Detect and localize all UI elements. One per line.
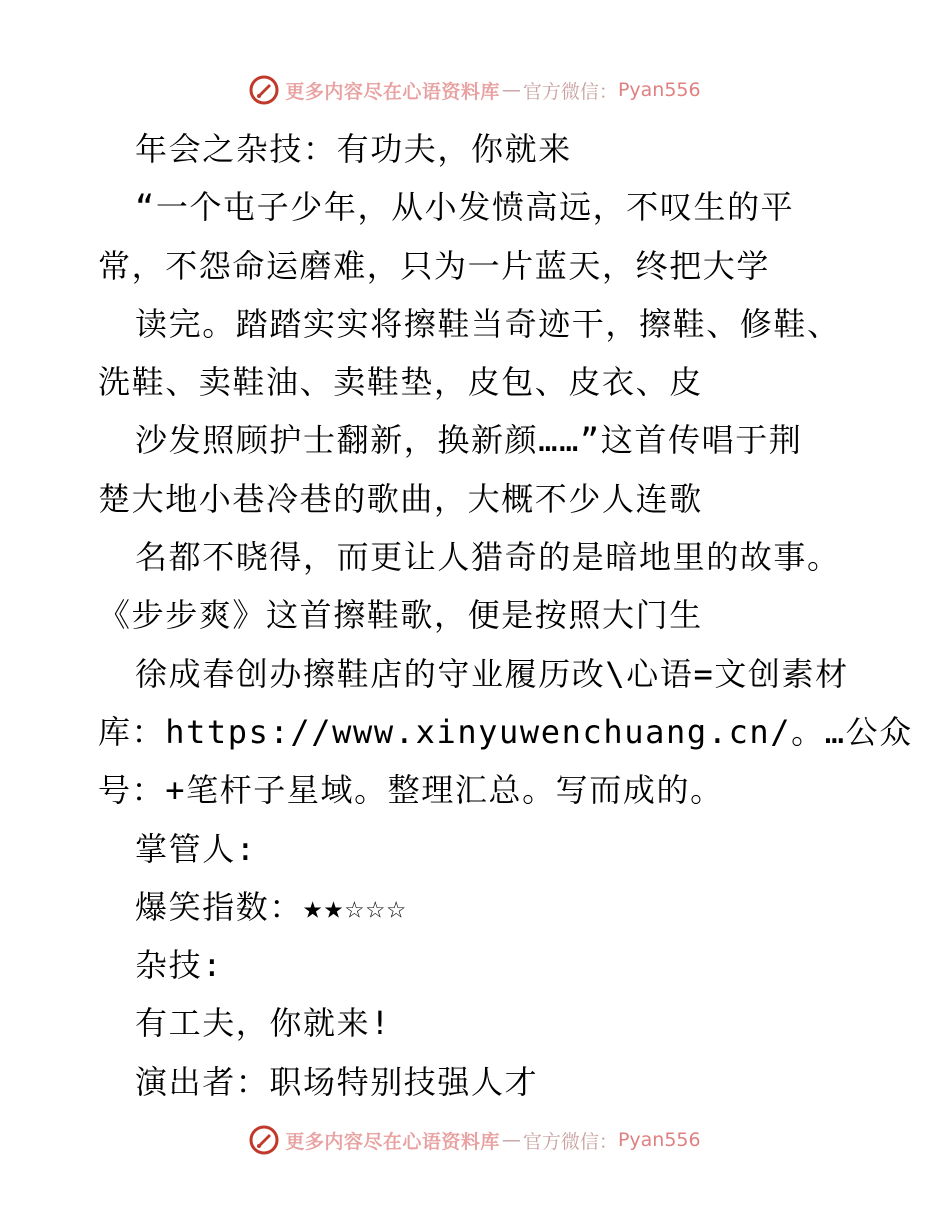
text-line: 年会之杂技：有功夫，你就来 xyxy=(135,130,572,168)
text-line: 名都不晓得，而更让人猎奇的是暗地里的故事。 xyxy=(135,538,841,577)
watermark-official: 官方微信： xyxy=(522,80,618,103)
text-line: 演出者：职场特别技强人才 xyxy=(135,1062,539,1101)
header-watermark xyxy=(0,70,950,110)
text-line: 《步步爽》这首擦鞋歌，便是按照大门生 xyxy=(98,596,703,635)
text-line: 常，不怨命运磨难，只为一片蓝天，终把大学 xyxy=(98,246,771,285)
watermark-separator: — xyxy=(501,79,521,101)
watermark-brand: 更多内容尽在心语资料库 xyxy=(285,1130,500,1153)
text-line: 徐成春创办擦鞋店的守业履历改\心语=文创素材 xyxy=(135,654,849,693)
watermark-official: 官方微信： xyxy=(522,1130,618,1153)
watermark-id: Pyan556 xyxy=(617,1129,701,1151)
text-line: 库：https://www.xinyuwenchuang.cn/。…公众 xyxy=(98,712,913,751)
text-line: 掌管人: xyxy=(135,829,257,868)
text-line: 有工夫，你就来! xyxy=(135,1004,392,1043)
text-line: “一个屯子少年，从小发愤高远，不叹生的平 xyxy=(135,188,795,227)
text-line: 读完。踏踏实实将擦鞋当奇迹干，擦鞋、修鞋、 xyxy=(135,304,841,343)
watermark-brand: 更多内容尽在心语资料库 xyxy=(285,80,500,103)
watermark-separator: — xyxy=(501,1129,521,1151)
text-line: 沙发照顾护士翻新，换新颜……”这首传唱于荆 xyxy=(135,421,803,460)
watermark-id: Pyan556 xyxy=(617,79,701,101)
text-line: 爆笑指数：★★☆☆☆ xyxy=(135,887,408,926)
text-line: 楚大地小巷冷巷的歌曲，大概不少人连歌 xyxy=(98,479,703,518)
text-line: 洗鞋、卖鞋油、卖鞋垫，皮包、皮衣、皮 xyxy=(98,363,703,402)
footer-watermark xyxy=(0,1120,950,1160)
brand-logo-icon xyxy=(249,75,279,105)
document-body xyxy=(98,120,913,1111)
text-line: 号：+笔杆子星域。整理汇总。写而成的。 xyxy=(98,771,724,810)
text-line: 杂技: xyxy=(135,946,224,985)
brand-logo-icon xyxy=(249,1125,279,1155)
